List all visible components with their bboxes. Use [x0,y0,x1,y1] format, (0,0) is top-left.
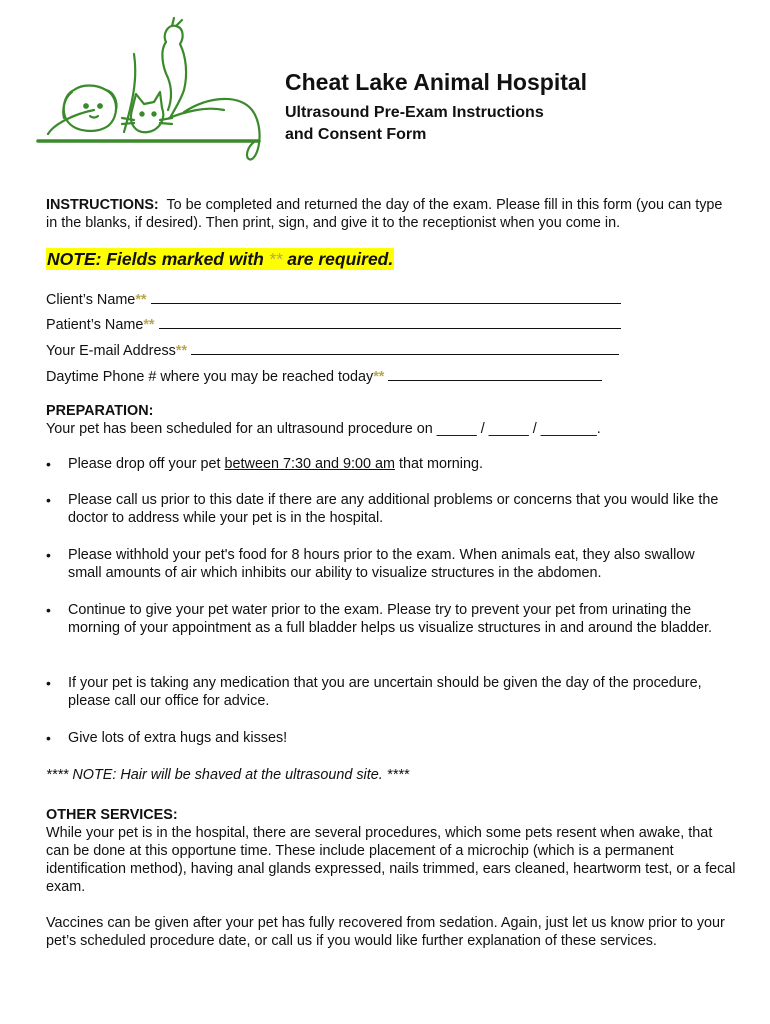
other-services-label: OTHER SERVICES: [46,807,178,823]
note-after: are required. [282,249,394,269]
phone-input[interactable] [388,366,602,381]
field-label: Client’s Name [46,292,136,308]
bullet-text-end: that morning. [394,456,483,472]
instructions-label: INSTRUCTIONS: [46,197,159,213]
bullet-text: Continue to give your pet water prior to the exam. Please try to prevent your pet from urinating the morning of your appointment as a full bladder helps us visualize structures in and around the bladder. [68,602,712,636]
note-marker: ** [268,249,283,269]
client-name-input[interactable] [151,289,621,304]
bullet-text: Please withhold your pet's food for 8 hours prior to the exam. When animals eat, they also swallow small amounts of air which inhibits our ability to visualize structures in the abdomen. [68,547,695,581]
patient-name-input[interactable] [159,314,621,329]
shave-note: **** NOTE: Hair will be shaved at the ultrasound site. **** [46,767,410,783]
preparation-text: Your pet has been scheduled for an ultrasound procedure on _____ / _____ / _______. [46,421,601,437]
preparation-label: PREPARATION: [46,403,154,419]
bullet-dot: • [46,730,51,746]
note-before: NOTE: Fields marked with [47,249,269,269]
animal-hospital-logo-icon [34,14,274,164]
patient-name-field[interactable] [46,314,621,334]
bullet-text: Please call us prior to this date if there are any additional problems or concerns that you would like the doctor to address while your pet is in the hospital. [68,492,719,526]
required-fields-note [46,248,394,270]
email-field[interactable] [46,340,619,360]
field-label: Daytime Phone # where you may be reached today [46,369,374,385]
preparation-section [46,402,736,438]
required-marker: ** [135,292,147,308]
form-subtitle-line-1: Ultrasound Pre-Exam Instructions [285,104,544,121]
title-block [285,68,587,146]
bullet-dot: • [46,602,51,618]
hospital-name: Cheat Lake Animal Hospital [285,69,588,95]
bullet-dot: • [46,456,51,472]
phone-field[interactable] [46,366,602,386]
bullet-text: If your pet is taking any medication that you are uncertain should be given the day of the procedure, please call our office for advice. [68,675,702,709]
bullet-text: Give lots of extra hugs and kisses! [68,730,288,746]
form-subtitle-line-2: and Consent Form [285,126,427,143]
email-input[interactable] [191,340,619,355]
required-marker: ** [175,343,188,359]
other-services-section [46,806,736,950]
field-label: Patient’s Name [46,317,144,333]
field-label: Your E-mail Address [46,343,176,359]
other-services-text: While your pet is in the hospital, there are several procedures, which some pets resent when awake, that can be done at this opportune time. These include placement of a microchip (which is a permanent identification method), having anal glands expressed, nails trimmed, ears cleaned, heartworm test, or a fecal exam. [46,825,736,895]
instructions-text: To be completed and returned the day of the exam. Please fill in this form (you can type in the blanks, if desired). Then print, sign, and give it to the receptionist when you come in. [46,197,723,231]
bullet-dot: • [46,492,51,508]
bullet-dot: • [46,675,51,691]
client-name-field[interactable] [46,289,621,309]
bullet-text: Please drop off your pet [68,456,225,472]
required-marker: ** [143,317,155,333]
instructions-paragraph [46,196,736,232]
vaccines-text: Vaccines can be given after your pet has fully recovered from sedation. Again, just let us know prior to your pet’s scheduled procedure date, or call us if you would like further explanation of these services. [46,915,725,949]
dropoff-time: between 7:30 and 9:00 am [224,456,395,472]
bullet-dot: • [46,547,51,563]
required-marker: ** [373,369,385,385]
